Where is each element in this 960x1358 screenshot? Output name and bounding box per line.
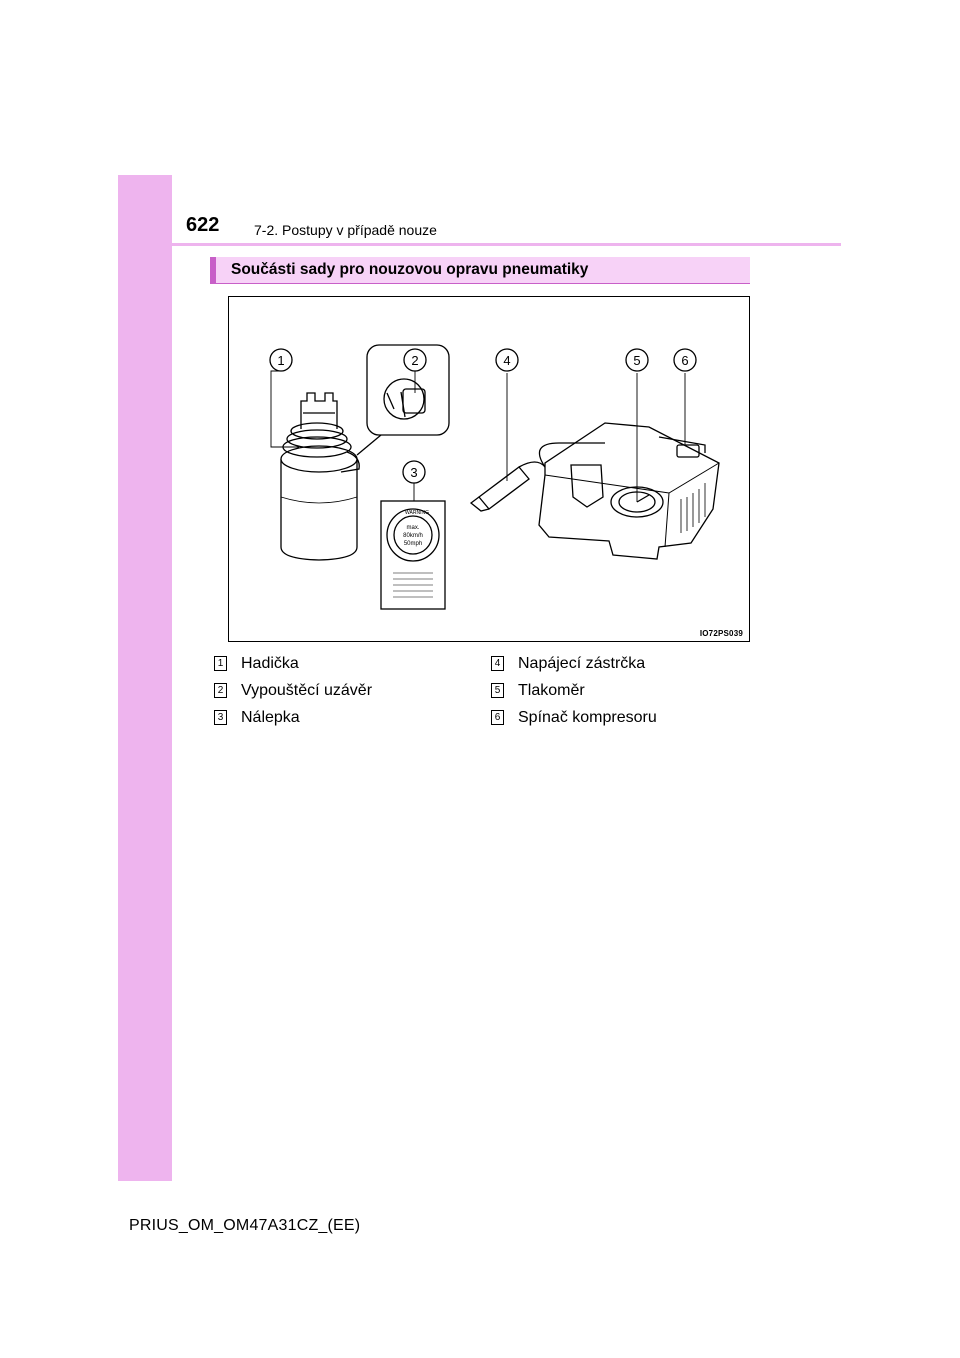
sealant-bottle — [281, 459, 357, 560]
sidebar-tab — [118, 175, 172, 1181]
header-divider — [118, 243, 841, 246]
repair-kit-drawing — [229, 297, 749, 641]
legend-label: Napájecí zástrčka — [518, 654, 646, 672]
legend-number: 5 — [491, 683, 504, 698]
sticker-speed-mph: 50mph — [403, 541, 423, 547]
section-heading — [210, 257, 750, 284]
callout-4: 4 — [503, 353, 511, 368]
power-plug — [479, 467, 529, 509]
sticker-speed-max: max. — [406, 525, 420, 531]
legend-number: 2 — [214, 683, 227, 698]
callout-6: 6 — [681, 353, 689, 368]
legend-label: Spínač kompresoru — [518, 708, 657, 726]
repair-kit-illustration — [228, 296, 750, 642]
legend-item — [491, 677, 657, 704]
legend-label: Nálepka — [241, 708, 300, 726]
callout-1: 1 — [277, 353, 285, 368]
sticker-header: WARNING — [405, 510, 429, 516]
legend-number: 1 — [214, 656, 227, 671]
section-title: Součásti sady pro nouzovou opravu pneumatiky — [231, 261, 589, 278]
legend-item — [214, 677, 372, 704]
page-number: 622 — [186, 214, 220, 236]
legend-item — [491, 704, 657, 731]
legend-number: 6 — [491, 710, 504, 725]
warning-sticker — [381, 501, 445, 609]
legend-label: Tlakoměr — [518, 681, 585, 699]
legend-right — [491, 650, 657, 731]
callout-5: 5 — [633, 353, 641, 368]
chapter-title: 7-2. Postupy v případě nouze — [254, 222, 437, 238]
figure-code: IO72PS039 — [699, 629, 743, 638]
legend-item — [491, 650, 657, 677]
sticker-speed-kmh: 80km/h — [403, 533, 423, 539]
footer-document-code: PRIUS_OM_OM47A31CZ_(EE) — [129, 1217, 361, 1234]
callout-3: 3 — [410, 465, 418, 480]
callout-2: 2 — [411, 353, 419, 368]
legend-label: Vypouštěcí uzávěr — [241, 681, 373, 699]
legend-number: 4 — [491, 656, 504, 671]
legend-number: 3 — [214, 710, 227, 725]
legend-left — [214, 650, 372, 731]
legend-label: Hadička — [241, 654, 299, 672]
legend-item — [214, 704, 372, 731]
legend-item — [214, 650, 372, 677]
